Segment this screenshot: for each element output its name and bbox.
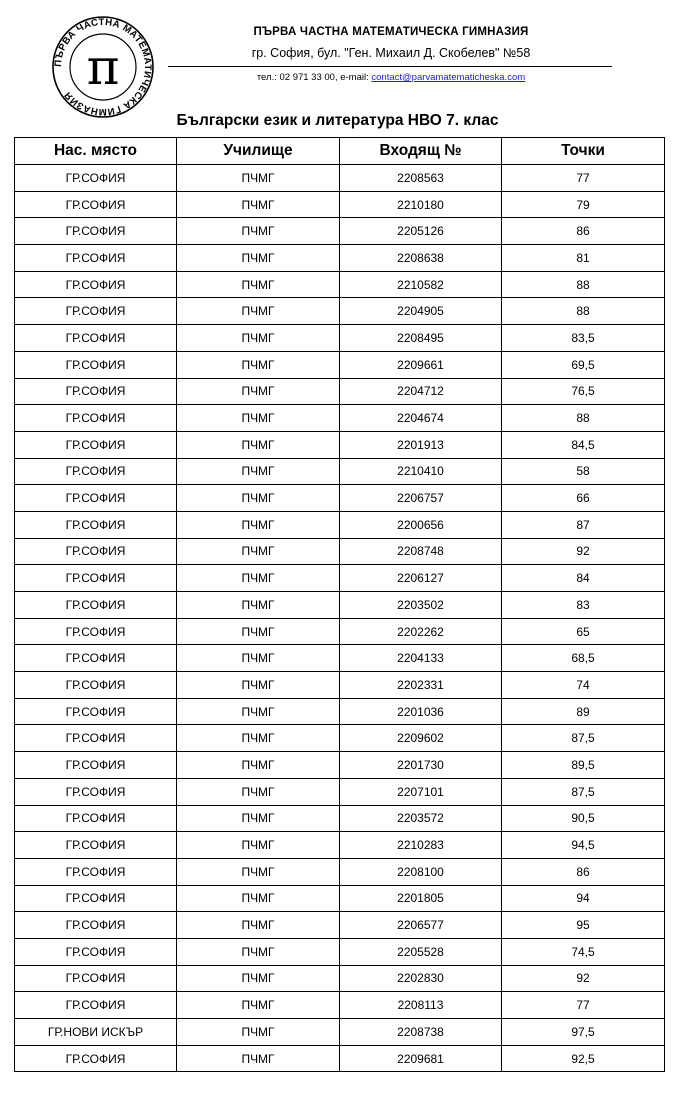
school-address: гр. София, бул. "Ген. Михаил Д. Скобелев" №58 bbox=[251, 46, 531, 60]
cell-school: ПЧМГ bbox=[177, 965, 340, 992]
pi-logo-icon bbox=[50, 14, 156, 120]
cell-points: 90,5 bbox=[502, 805, 665, 832]
cell-points: 76,5 bbox=[502, 378, 665, 405]
cell-location: ГР.СОФИЯ bbox=[15, 752, 177, 779]
cell-school: ПЧМГ bbox=[177, 592, 340, 619]
school-name: ПЪРВА ЧАСТНА МАТЕМАТИЧЕСКА ГИМНАЗИЯ bbox=[253, 26, 529, 38]
logo-ring-text: ПЪРВА ЧАСТНА МАТЕМАТИЧЕСКА ГИМНАЗИЯ bbox=[52, 16, 154, 118]
cell-location: ГР.СОФИЯ bbox=[15, 191, 177, 218]
cell-location: ГР.СОФИЯ bbox=[15, 565, 177, 592]
cell-entry-number: 2210180 bbox=[340, 191, 502, 218]
cell-entry-number: 2203502 bbox=[340, 592, 502, 619]
table-body bbox=[15, 165, 665, 1072]
table-row bbox=[15, 351, 665, 378]
cell-entry-number: 2204674 bbox=[340, 405, 502, 432]
cell-location: ГР.СОФИЯ bbox=[15, 218, 177, 245]
table-row bbox=[15, 298, 665, 325]
cell-location: ГР.СОФИЯ bbox=[15, 538, 177, 565]
cell-school: ПЧМГ bbox=[177, 912, 340, 939]
cell-entry-number: 2208738 bbox=[340, 1019, 502, 1046]
table-row bbox=[15, 885, 665, 912]
cell-points: 65 bbox=[502, 618, 665, 645]
table-row bbox=[15, 538, 665, 565]
cell-entry-number: 2204133 bbox=[340, 645, 502, 672]
cell-school: ПЧМГ bbox=[177, 245, 340, 272]
cell-points: 94,5 bbox=[502, 832, 665, 859]
table-row bbox=[15, 485, 665, 512]
table-row bbox=[15, 271, 665, 298]
cell-entry-number: 2208638 bbox=[340, 245, 502, 272]
cell-points: 86 bbox=[502, 218, 665, 245]
cell-points: 84,5 bbox=[502, 431, 665, 458]
cell-points: 88 bbox=[502, 298, 665, 325]
cell-location: ГР.СОФИЯ bbox=[15, 805, 177, 832]
cell-school: ПЧМГ bbox=[177, 405, 340, 432]
cell-school: ПЧМГ bbox=[177, 805, 340, 832]
cell-points: 95 bbox=[502, 912, 665, 939]
cell-points: 77 bbox=[502, 165, 665, 192]
cell-points: 88 bbox=[502, 271, 665, 298]
table-row bbox=[15, 191, 665, 218]
cell-school: ПЧМГ bbox=[177, 165, 340, 192]
cell-entry-number: 2209661 bbox=[340, 351, 502, 378]
cell-location: ГР.СОФИЯ bbox=[15, 165, 177, 192]
cell-entry-number: 2206127 bbox=[340, 565, 502, 592]
cell-points: 69,5 bbox=[502, 351, 665, 378]
cell-location: ГР.СОФИЯ bbox=[15, 885, 177, 912]
cell-location: ГР.СОФИЯ bbox=[15, 298, 177, 325]
cell-location: ГР.СОФИЯ bbox=[15, 645, 177, 672]
cell-location: ГР.СОФИЯ bbox=[15, 485, 177, 512]
cell-location: ГР.СОФИЯ bbox=[15, 832, 177, 859]
cell-location: ГР.СОФИЯ bbox=[15, 431, 177, 458]
cell-location: ГР.СОФИЯ bbox=[15, 725, 177, 752]
cell-school: ПЧМГ bbox=[177, 191, 340, 218]
cell-school: ПЧМГ bbox=[177, 218, 340, 245]
contact-phone: тел.: 02 971 33 00, e-mail: bbox=[256, 72, 372, 83]
cell-school: ПЧМГ bbox=[177, 778, 340, 805]
cell-location: ГР.СОФИЯ bbox=[15, 698, 177, 725]
cell-entry-number: 2201913 bbox=[340, 431, 502, 458]
table-row bbox=[15, 805, 665, 832]
email-link[interactable]: contact@parvamatematicheska.com bbox=[371, 72, 526, 83]
cell-school: ПЧМГ bbox=[177, 271, 340, 298]
table-row bbox=[15, 565, 665, 592]
cell-points: 88 bbox=[502, 405, 665, 432]
table-row bbox=[15, 511, 665, 538]
cell-points: 66 bbox=[502, 485, 665, 512]
cell-entry-number: 2208113 bbox=[340, 992, 502, 1019]
cell-location: ГР.СОФИЯ bbox=[15, 858, 177, 885]
table-row bbox=[15, 645, 665, 672]
cell-location: ГР.СОФИЯ bbox=[15, 271, 177, 298]
cell-location: ГР.СОФИЯ bbox=[15, 1045, 177, 1072]
table-row bbox=[15, 325, 665, 352]
cell-location: ГР.СОФИЯ bbox=[15, 245, 177, 272]
table-row bbox=[15, 245, 665, 272]
cell-entry-number: 2206577 bbox=[340, 912, 502, 939]
cell-school: ПЧМГ bbox=[177, 565, 340, 592]
cell-location: ГР.СОФИЯ bbox=[15, 912, 177, 939]
table-row bbox=[15, 405, 665, 432]
cell-entry-number: 2209681 bbox=[340, 1045, 502, 1072]
cell-school: ПЧМГ bbox=[177, 832, 340, 859]
table-row bbox=[15, 752, 665, 779]
cell-entry-number: 2202830 bbox=[340, 965, 502, 992]
cell-school: ПЧМГ bbox=[177, 511, 340, 538]
cell-school: ПЧМГ bbox=[177, 938, 340, 965]
cell-points: 89 bbox=[502, 698, 665, 725]
cell-location: ГР.СОФИЯ bbox=[15, 672, 177, 699]
table-row bbox=[15, 938, 665, 965]
cell-school: ПЧМГ bbox=[177, 672, 340, 699]
table-row bbox=[15, 725, 665, 752]
table-row bbox=[15, 965, 665, 992]
cell-location: ГР.СОФИЯ bbox=[15, 378, 177, 405]
table-row bbox=[15, 698, 665, 725]
cell-entry-number: 2208563 bbox=[340, 165, 502, 192]
table-row bbox=[15, 165, 665, 192]
cell-points: 84 bbox=[502, 565, 665, 592]
cell-points: 74 bbox=[502, 672, 665, 699]
cell-points: 87,5 bbox=[502, 725, 665, 752]
header-location: Нас. място bbox=[15, 138, 177, 165]
cell-entry-number: 2208748 bbox=[340, 538, 502, 565]
cell-entry-number: 2207101 bbox=[340, 778, 502, 805]
cell-entry-number: 2201730 bbox=[340, 752, 502, 779]
cell-school: ПЧМГ bbox=[177, 538, 340, 565]
cell-entry-number: 2205528 bbox=[340, 938, 502, 965]
cell-location: ГР.НОВИ ИСКЪР bbox=[15, 1019, 177, 1046]
cell-entry-number: 2205126 bbox=[340, 218, 502, 245]
results-table bbox=[14, 137, 665, 1072]
cell-school: ПЧМГ bbox=[177, 725, 340, 752]
cell-entry-number: 2210410 bbox=[340, 458, 502, 485]
cell-points: 83,5 bbox=[502, 325, 665, 352]
document-title: Български език и литература НВО 7. клас bbox=[176, 112, 499, 129]
cell-points: 94 bbox=[502, 885, 665, 912]
cell-location: ГР.СОФИЯ bbox=[15, 592, 177, 619]
table-row bbox=[15, 832, 665, 859]
cell-school: ПЧМГ bbox=[177, 431, 340, 458]
table-row bbox=[15, 1045, 665, 1072]
table-row bbox=[15, 458, 665, 485]
table-header-row bbox=[15, 138, 665, 165]
cell-points: 92 bbox=[502, 965, 665, 992]
cell-points: 83 bbox=[502, 592, 665, 619]
cell-entry-number: 2208495 bbox=[340, 325, 502, 352]
school-logo bbox=[50, 14, 156, 120]
cell-entry-number: 2210582 bbox=[340, 271, 502, 298]
cell-school: ПЧМГ bbox=[177, 992, 340, 1019]
cell-location: ГР.СОФИЯ bbox=[15, 325, 177, 352]
cell-school: ПЧМГ bbox=[177, 698, 340, 725]
table-row bbox=[15, 992, 665, 1019]
cell-location: ГР.СОФИЯ bbox=[15, 938, 177, 965]
cell-location: ГР.СОФИЯ bbox=[15, 351, 177, 378]
header-points: Точки bbox=[502, 138, 665, 165]
cell-school: ПЧМГ bbox=[177, 351, 340, 378]
cell-points: 81 bbox=[502, 245, 665, 272]
cell-entry-number: 2204712 bbox=[340, 378, 502, 405]
cell-entry-number: 2204905 bbox=[340, 298, 502, 325]
cell-school: ПЧМГ bbox=[177, 618, 340, 645]
cell-points: 89,5 bbox=[502, 752, 665, 779]
table-row bbox=[15, 378, 665, 405]
letterhead-divider bbox=[168, 66, 612, 67]
cell-location: ГР.СОФИЯ bbox=[15, 965, 177, 992]
table-row bbox=[15, 618, 665, 645]
pi-symbol: π bbox=[86, 38, 120, 96]
cell-school: ПЧМГ bbox=[177, 885, 340, 912]
cell-entry-number: 2203572 bbox=[340, 805, 502, 832]
school-contacts bbox=[168, 72, 614, 83]
cell-points: 92 bbox=[502, 538, 665, 565]
cell-entry-number: 2210283 bbox=[340, 832, 502, 859]
table-row bbox=[15, 912, 665, 939]
cell-points: 87,5 bbox=[502, 778, 665, 805]
cell-points: 77 bbox=[502, 992, 665, 1019]
cell-location: ГР.СОФИЯ bbox=[15, 458, 177, 485]
cell-points: 74,5 bbox=[502, 938, 665, 965]
cell-location: ГР.СОФИЯ bbox=[15, 618, 177, 645]
table-row bbox=[15, 672, 665, 699]
header-school: Училище bbox=[177, 138, 340, 165]
cell-points: 79 bbox=[502, 191, 665, 218]
cell-school: ПЧМГ bbox=[177, 752, 340, 779]
letterhead bbox=[0, 0, 675, 118]
cell-points: 87 bbox=[502, 511, 665, 538]
cell-points: 92,5 bbox=[502, 1045, 665, 1072]
cell-points: 97,5 bbox=[502, 1019, 665, 1046]
cell-entry-number: 2206757 bbox=[340, 485, 502, 512]
cell-school: ПЧМГ bbox=[177, 485, 340, 512]
cell-school: ПЧМГ bbox=[177, 458, 340, 485]
header-entry-number: Входящ № bbox=[340, 138, 502, 165]
table-row bbox=[15, 218, 665, 245]
cell-entry-number: 2200656 bbox=[340, 511, 502, 538]
cell-school: ПЧМГ bbox=[177, 1045, 340, 1072]
table-row bbox=[15, 592, 665, 619]
cell-school: ПЧМГ bbox=[177, 645, 340, 672]
cell-entry-number: 2202331 bbox=[340, 672, 502, 699]
cell-points: 58 bbox=[502, 458, 665, 485]
table-row bbox=[15, 1019, 665, 1046]
cell-location: ГР.СОФИЯ bbox=[15, 511, 177, 538]
cell-points: 86 bbox=[502, 858, 665, 885]
cell-location: ГР.СОФИЯ bbox=[15, 992, 177, 1019]
cell-school: ПЧМГ bbox=[177, 325, 340, 352]
cell-points: 68,5 bbox=[502, 645, 665, 672]
table-row bbox=[15, 858, 665, 885]
table-row bbox=[15, 778, 665, 805]
table-row bbox=[15, 431, 665, 458]
cell-entry-number: 2208100 bbox=[340, 858, 502, 885]
cell-school: ПЧМГ bbox=[177, 298, 340, 325]
cell-school: ПЧМГ bbox=[177, 858, 340, 885]
cell-entry-number: 2202262 bbox=[340, 618, 502, 645]
cell-entry-number: 2201805 bbox=[340, 885, 502, 912]
cell-entry-number: 2201036 bbox=[340, 698, 502, 725]
cell-location: ГР.СОФИЯ bbox=[15, 778, 177, 805]
cell-entry-number: 2209602 bbox=[340, 725, 502, 752]
cell-school: ПЧМГ bbox=[177, 1019, 340, 1046]
cell-school: ПЧМГ bbox=[177, 378, 340, 405]
cell-location: ГР.СОФИЯ bbox=[15, 405, 177, 432]
